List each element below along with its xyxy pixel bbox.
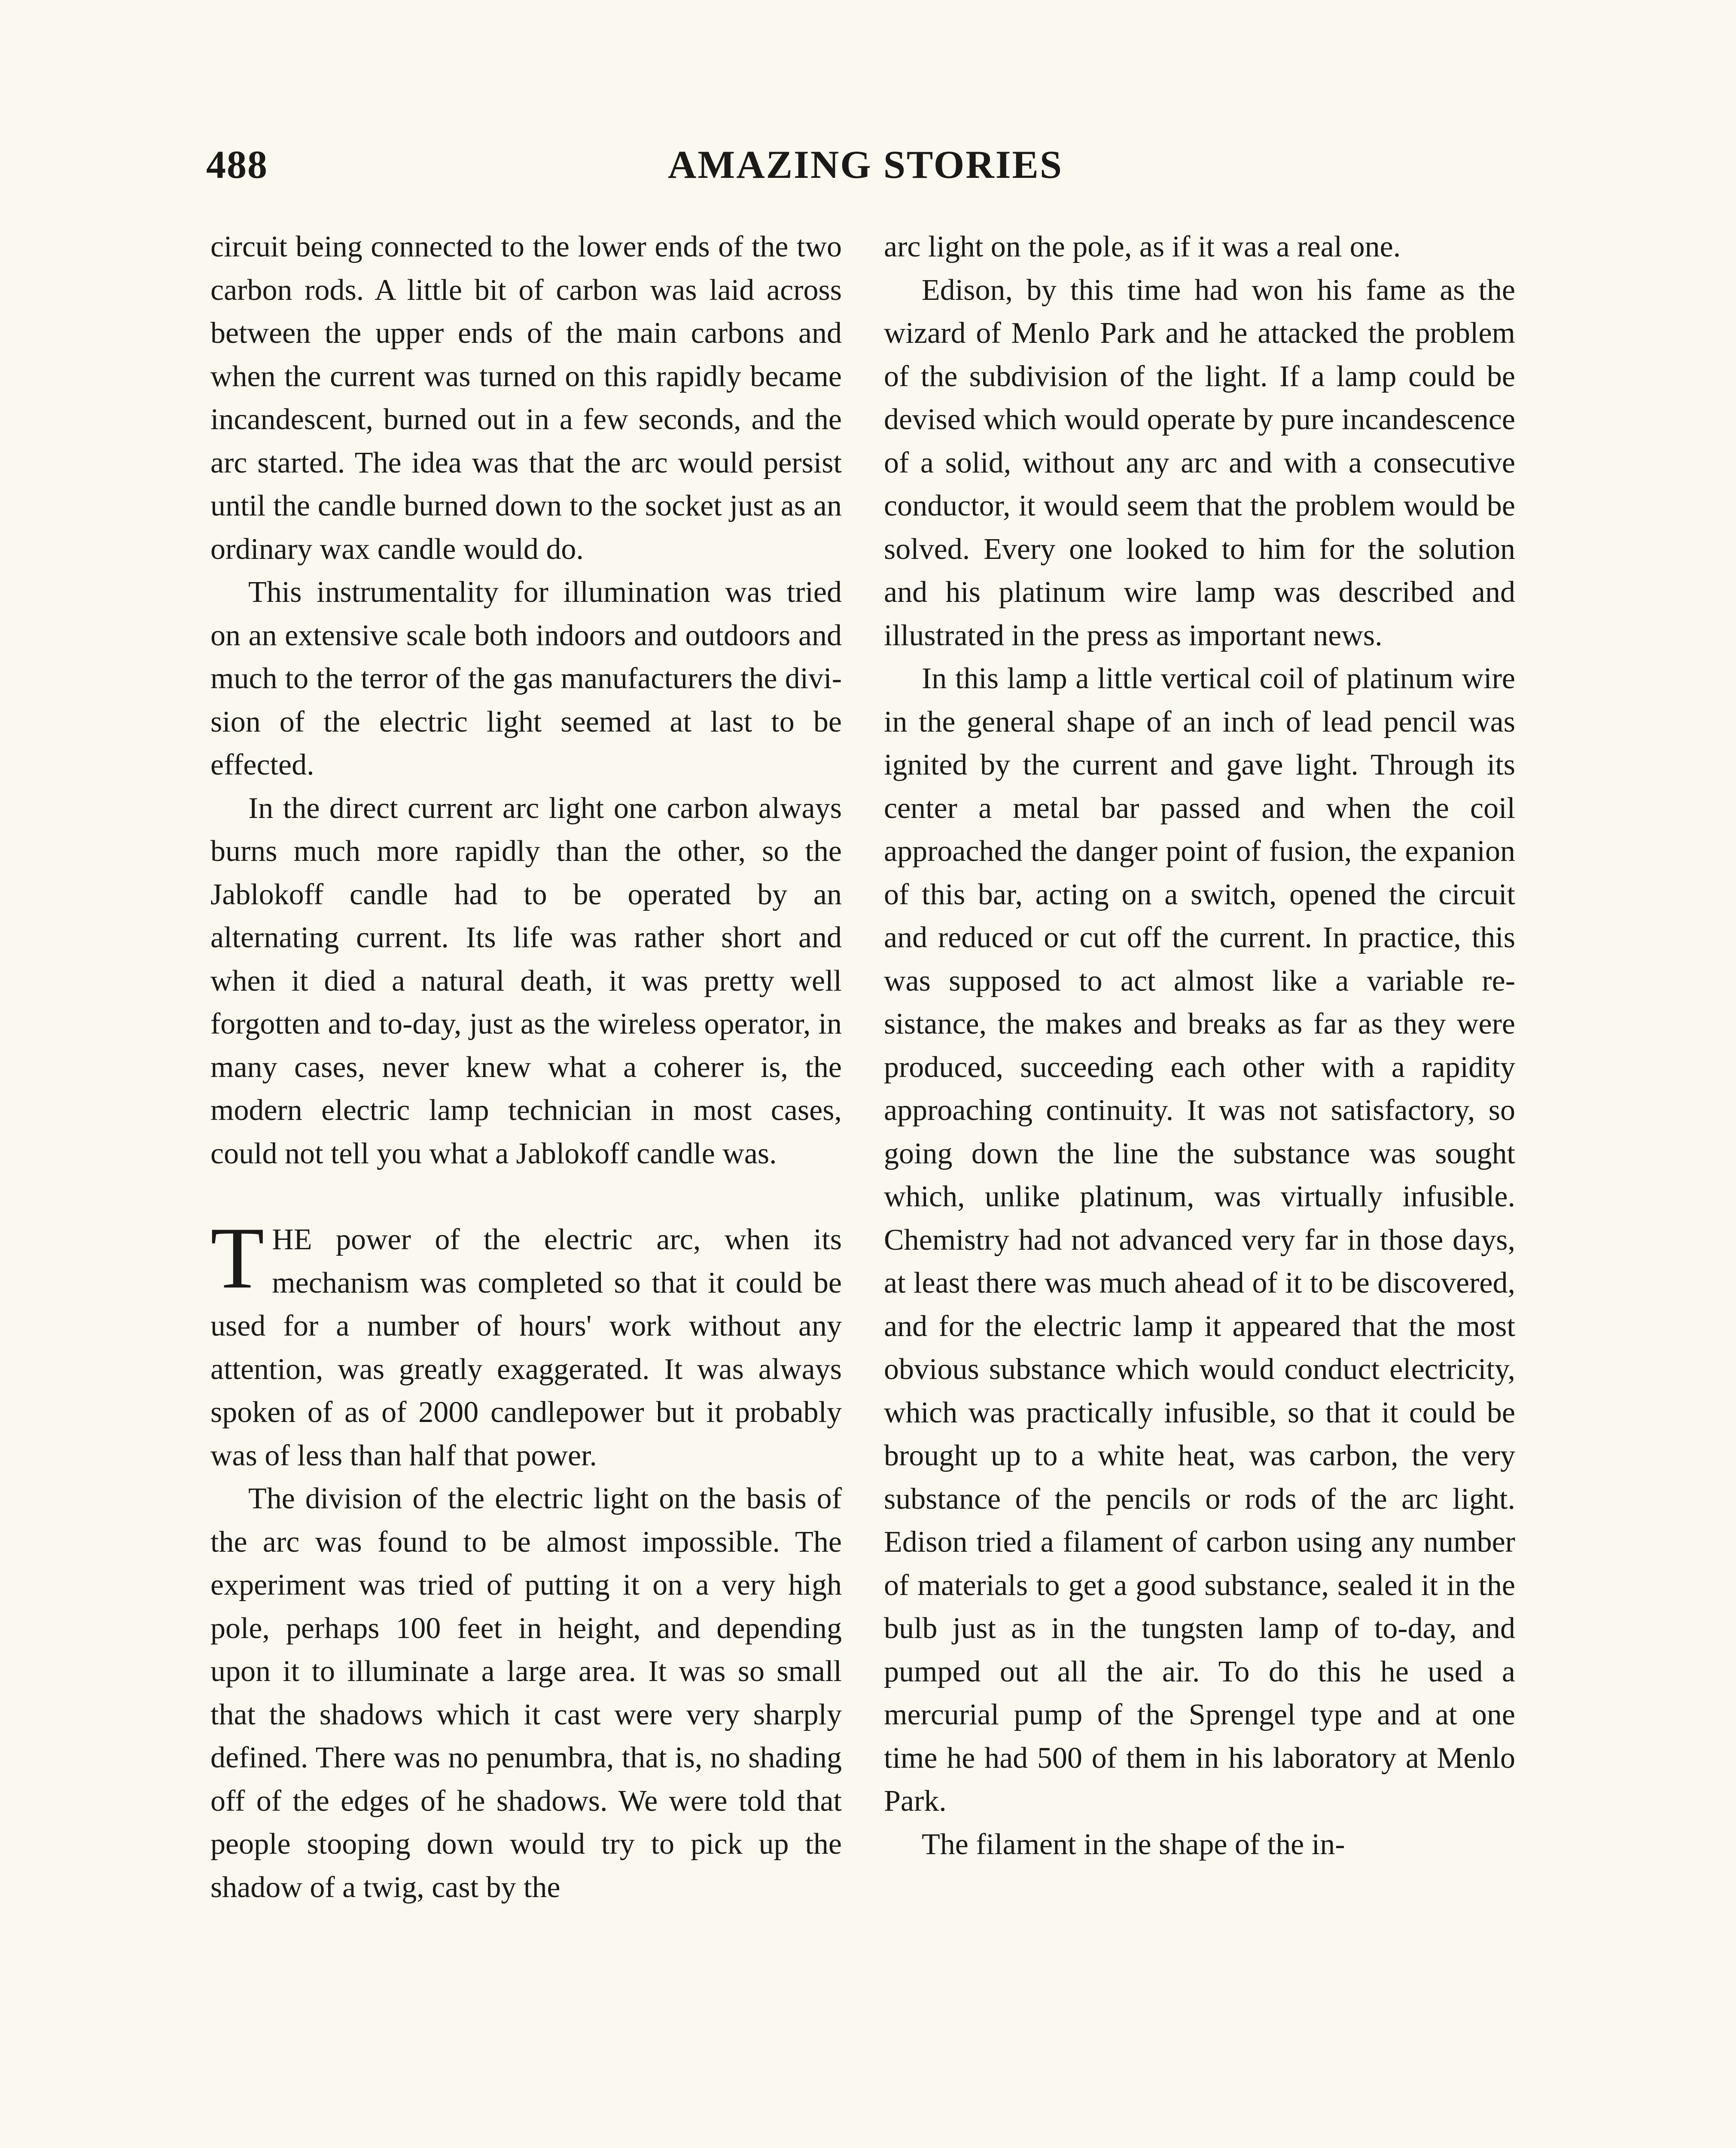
running-title: AMAZING STORIES [667,143,1063,186]
left-column [210,226,842,1909]
paragraph-continued: circuit being connected to the lower ends of the two carbon rods. A little bit of carbon was laid across between the upper ends of the main carbons and when the current was turned on this rapidly became incandescent, burned out in a few seconds, and the arc started. The idea was that the arc would persist until the candle burned down to the socket just as an ordinary wax candle would do. [210,230,842,566]
paragraph: In the direct current arc light one carbon always burns much more rapidly than the other, so the Jablokoff candle had to be operated by an alternating current. Its life was rather short and when it died a natural death, it was pretty well forgotten and to-day, just as the wireless operator, in many cases, never knew what a coherer is, the modern electric lamp technician in most cases, could not tell you what a Jablokoff candle was. [210,791,842,1170]
page-header [206,142,1525,202]
paragraph: This instrumentality for illumination was tried on an extensive scale both indoors and outdoors and much to the terror of the gas manufacturers the division of the electric light seemed at last to be effected. [210,576,842,781]
paragraph: In this lamp a little vertical coil of platinum wire in the general shape of an inch of lead pencil was ignited by the current and gave light. Through its center a metal bar passed and when the coil approached the danger point of fusion, the expanion of this bar, acting on a switch, opened the circuit and reduced or cut off the current. In practice, this was supposed to act almost like a variable resistance, the makes and breaks as far as they were produced, succeeding each other with a rapidity approaching continuity. It was not satisfactory, so going down the line the substance was sought which, unlike platinum, was virtually infusible. Chemistry had not advanced very far in those days, at least there was much ahead of it to be discovered, and for the electric lamp it appeared that the most obvious substance which would conduct electricity, which was practically infusible, so that it could be brought up to a white heat, was carbon, the very substance of the pencils or rods of the arc light. Edison tried a filament of carbon using any number of materials to get a good substance, sealed it in the bulb just as in the tungsten lamp of to-day, and pumped out all the air. To do this he used a mercurial pump of the Sprengel type and at one time he had 500 of them in his laboratory at Menlo Park. [884,662,1515,1818]
paragraph: Edison, by this time had won his fame as the wizard of Menlo Park and he attacked the problem of the subdivision of the light. If a lamp could be devised which would operate by pure incandescence of a solid, without any arc and with a consecutive conductor, it would seem that the problem would be solved. Every one looked to him for the solution and his platinum wire lamp was described and illustrated in the press as important news. [884,273,1515,652]
section-opening-paragraph [210,1209,842,1477]
paragraph: The filament in the shape of the in- [922,1828,1345,1861]
page-number: 488 [206,143,268,186]
paragraph-continued: arc light on the pole, as if it was a real one. [884,230,1401,263]
right-column [884,226,1515,1866]
section-opening-text: HE power of the electric arc, when its mechanism was completed so that it could be used for a number of hours' work without any attention, was greatly exaggerated. It was always spoken of as of 2000 candlepower but it probably was of less than half that power. [210,1223,842,1472]
paragraph: The division of the electric light on the basis of the arc was found to be almost impossible. The experiment was tried of putting it on a very high pole, perhaps 100 feet in height, and depending upon it to illuminate a large area. It was so small that the shadows which it cast were very sharply defined. There was no penumbra, that is, no shading off of the edges of he shadows. We were told that people stooping down would try to pick up the shadow of a twig, cast by the [210,1482,842,1904]
drop-cap: T [210,1209,265,1307]
